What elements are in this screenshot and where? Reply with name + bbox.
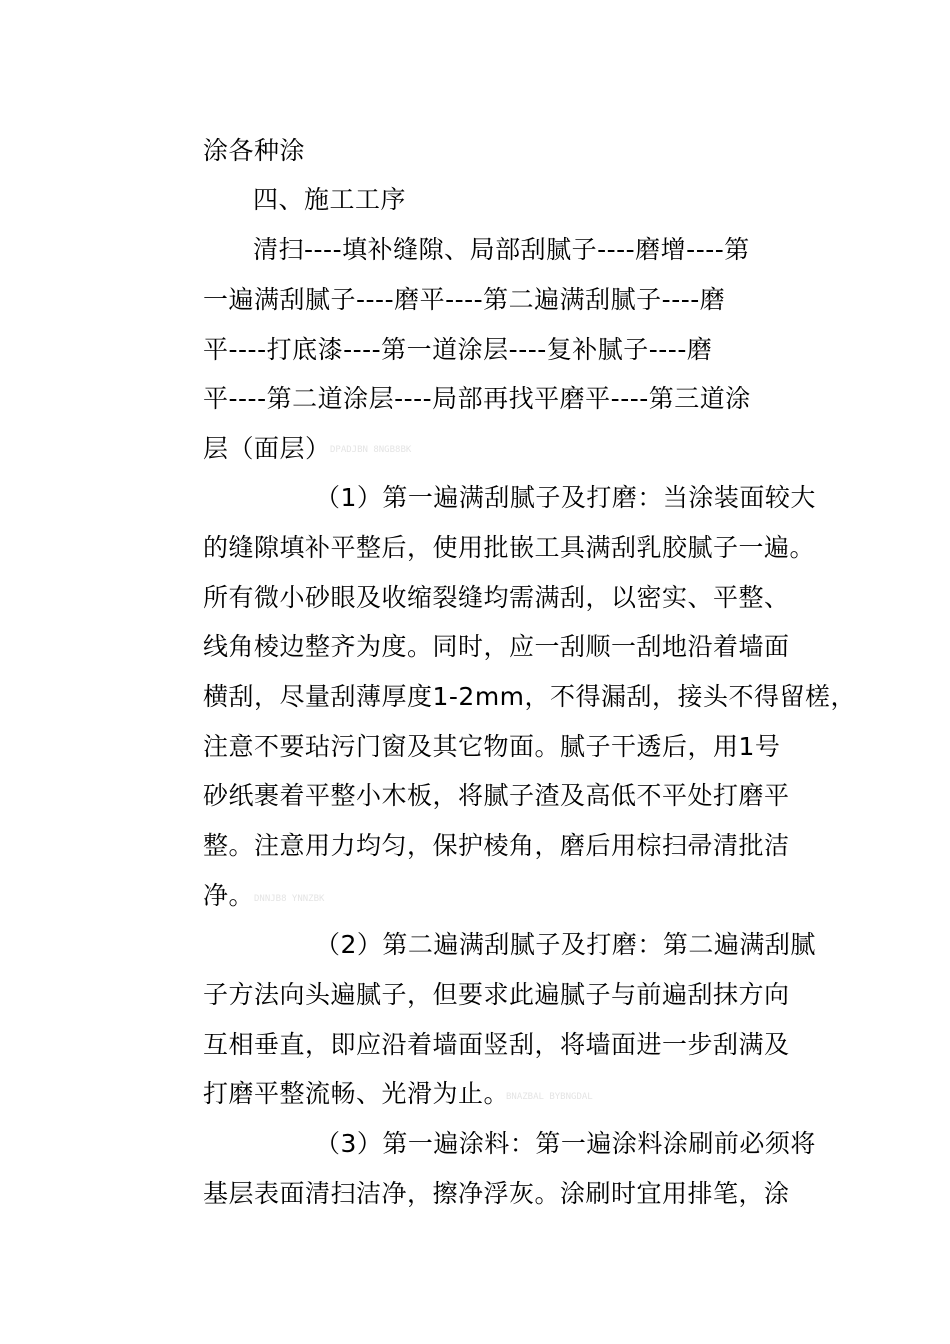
watermark: BNAZBAL BYBNGDAL [506, 1092, 593, 1102]
watermark: DNNJB8 YNNZBK [254, 894, 325, 904]
watermark: DPADJBN 8NGB8BK [330, 445, 412, 455]
paragraph-heading: （3）第一遍涂料：第一遍涂料涂刷前必须将 [315, 1129, 816, 1158]
text-line: 线角棱边整齐为度。同时，应一刮顺一刮地沿着墙面 [203, 632, 790, 661]
text-line: 子方法向头遍腻子，但要求此遍腻子与前遍刮抹方向 [203, 980, 790, 1009]
text-line: 层（面层） [203, 434, 331, 463]
text-line: 涂各种涂 [203, 136, 306, 165]
text-line: 基层表面清扫洁净，擦净浮灰。涂刷时宜用排笔，涂 [203, 1179, 790, 1208]
section-heading: 四、施工工序 [253, 185, 407, 214]
paragraph-heading: （1）第一遍满刮腻子及打磨：当涂装面较大 [315, 483, 816, 512]
text-line: 净。 [203, 881, 255, 910]
text-line: 平----第二道涂层----局部再找平磨平----第三道涂 [203, 384, 751, 413]
paragraph-heading: （2）第二遍满刮腻子及打磨：第二遍满刮腻 [315, 930, 816, 959]
text-line: 一遍满刮腻子----磨平----第二遍满刮腻子----磨 [203, 285, 726, 314]
text-line: 打磨平整流畅、光滑为止。 [203, 1079, 510, 1108]
text-line: 的缝隙填补平整后，使用批嵌工具满刮乳胶腻子一遍。 [203, 533, 816, 562]
text-line: 平----打底漆----第一道涂层----复补腻子----磨 [203, 335, 713, 364]
text-line: 互相垂直，即应沿着墙面竖刮，将墙面进一步刮满及 [203, 1030, 790, 1059]
text-line: 整。注意用力均匀，保护棱角，磨后用棕扫帚清批洁 [203, 831, 790, 860]
text-line: 所有微小砂眼及收缩裂缝均需满刮，以密实、平整、 [203, 583, 790, 612]
text-line: 横刮，尽量刮薄厚度1-2mm，不得漏刮，接头不得留槎， [203, 682, 857, 711]
text-line: 砂纸裹着平整小木板，将腻子渣及高低不平处打磨平 [203, 781, 790, 810]
text-line: 清扫----填补缝隙、局部刮腻子----磨增----第 [253, 235, 750, 264]
text-line: 注意不要玷污门窗及其它物面。腻子干透后，用1号 [203, 732, 781, 761]
